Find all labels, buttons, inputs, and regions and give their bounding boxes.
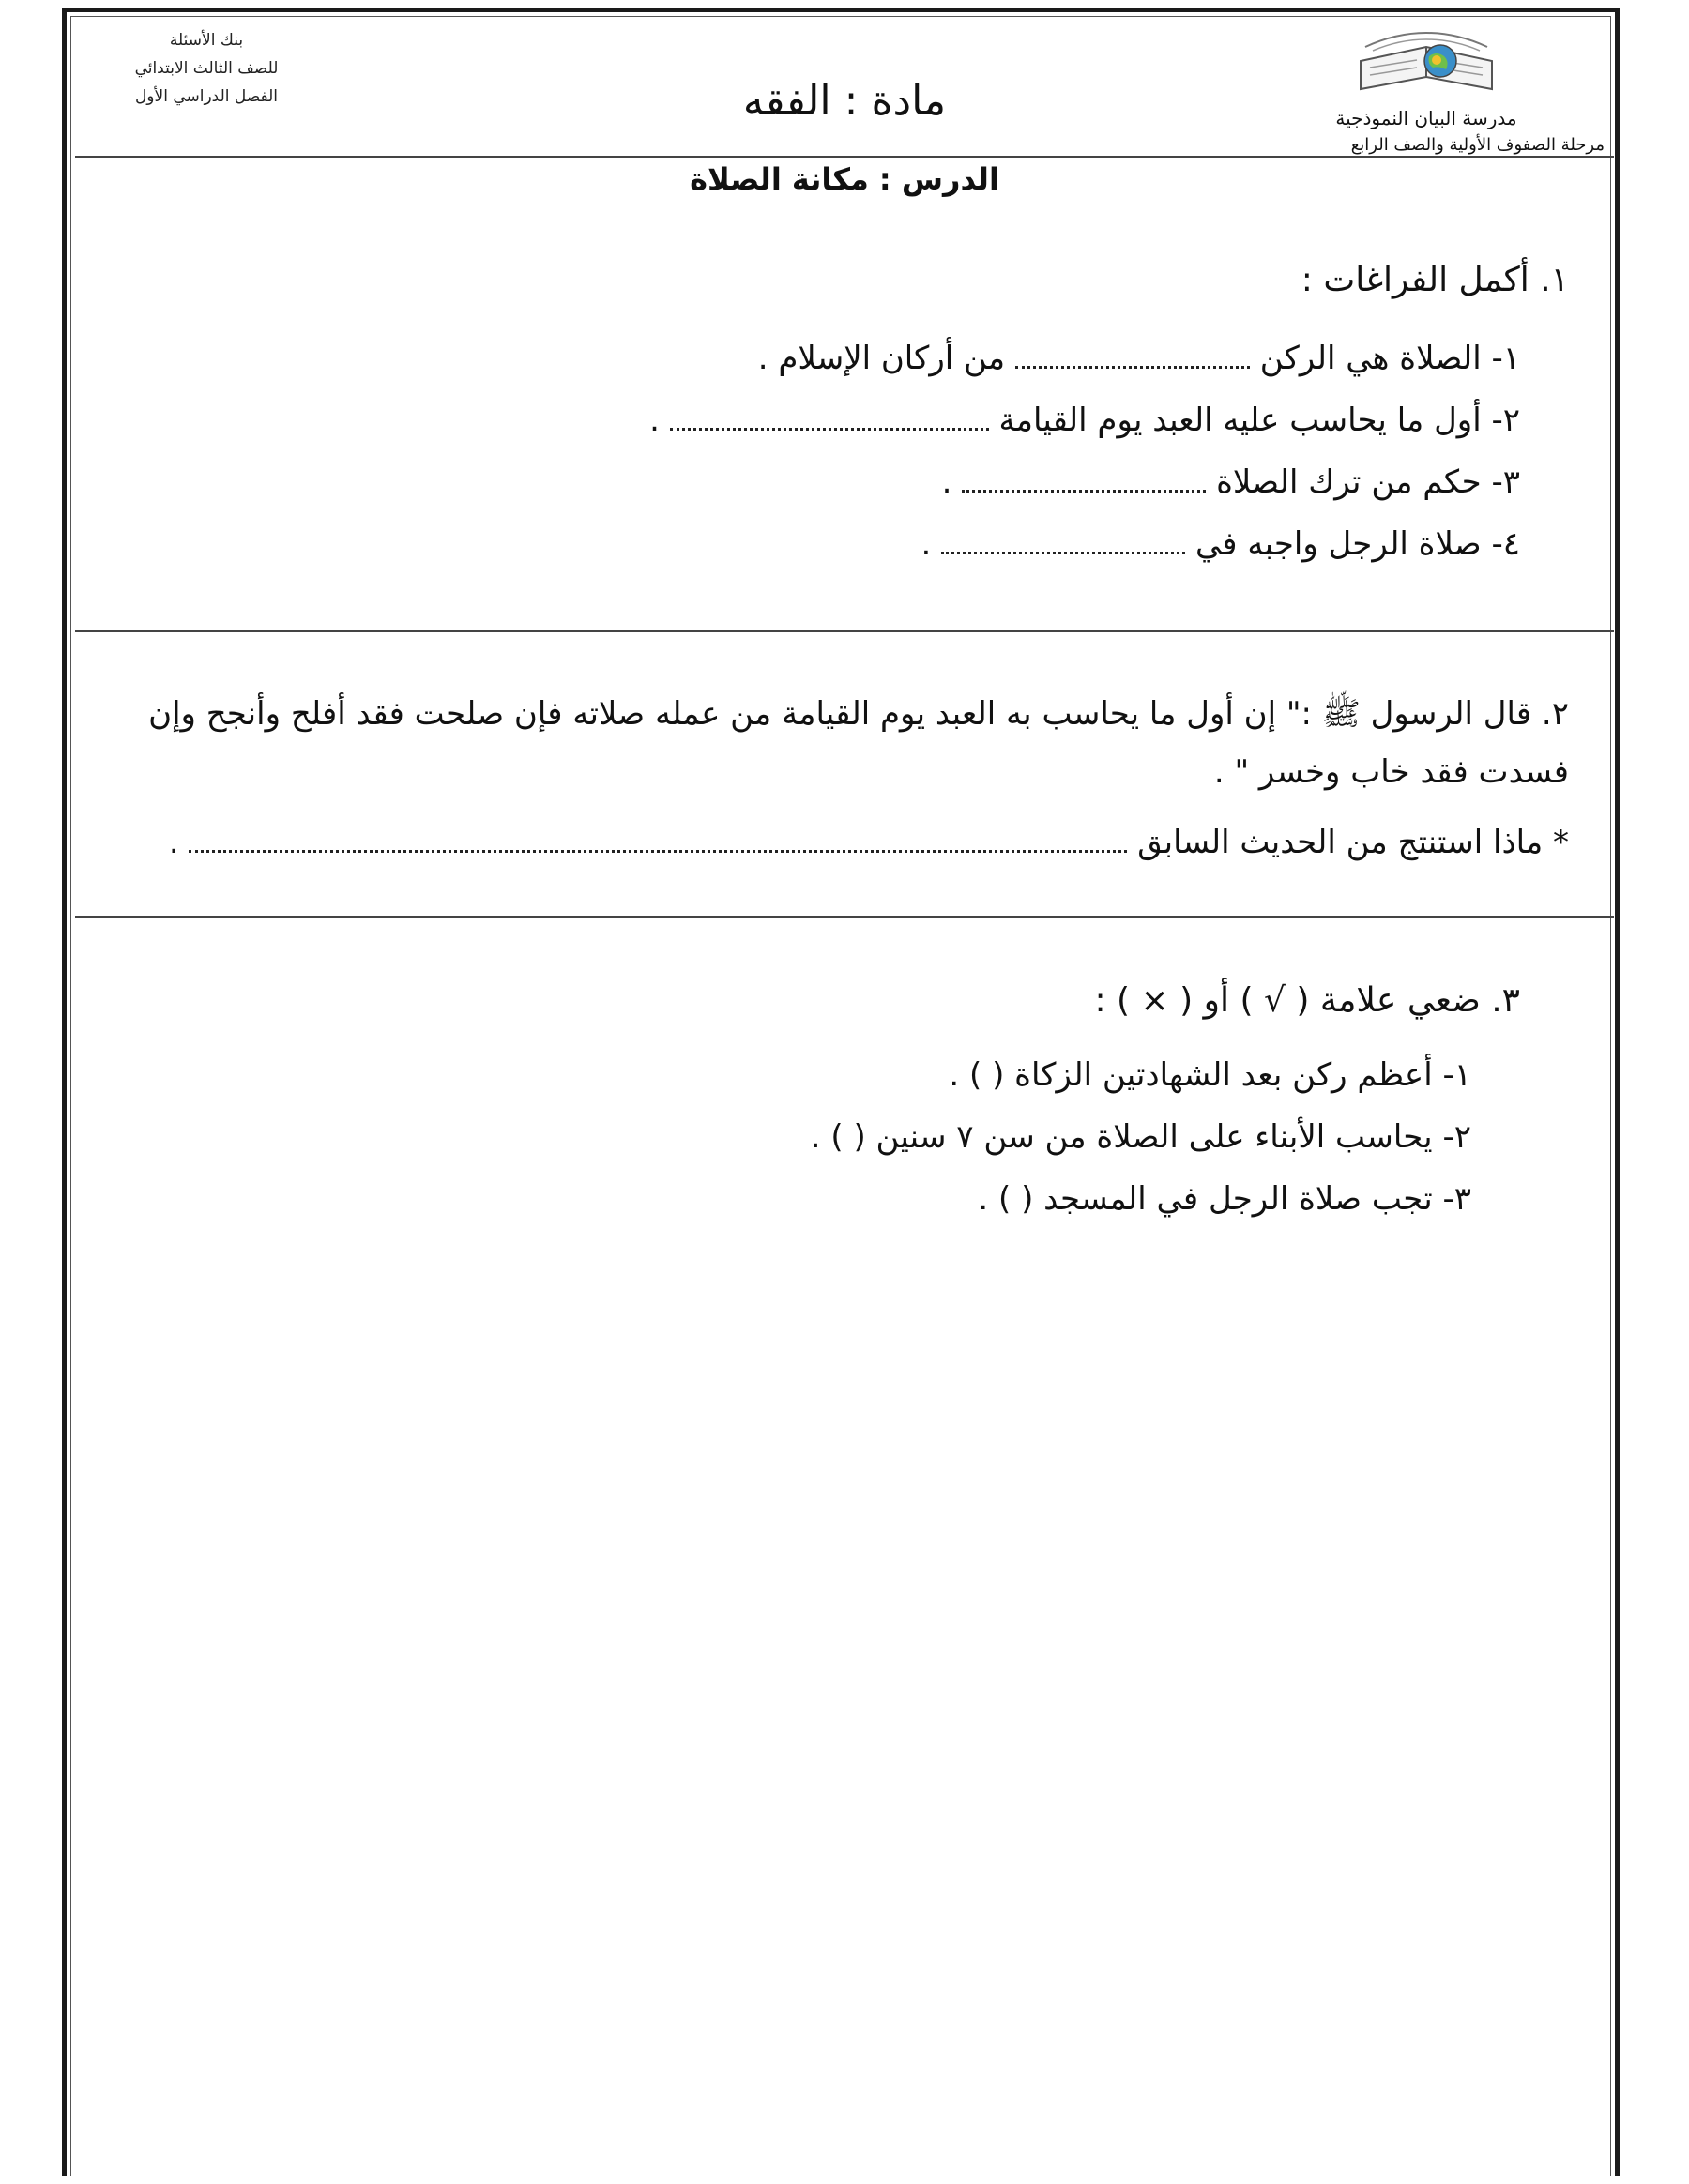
q1-title: ١. أكمل الفراغات : (1301, 261, 1569, 299)
q1-item-2-end: . (649, 402, 660, 439)
q3-item-3: ٣- تجب صلاة الرجل في المسجد ( ) . (978, 1180, 1471, 1218)
bank-line-2: للصف الثالث الابتدائي (134, 59, 279, 78)
answer-blank[interactable] (1015, 360, 1250, 369)
answer-blank[interactable] (670, 422, 989, 431)
q1-item-4 (921, 525, 1520, 563)
answer-blank[interactable] (962, 484, 1206, 493)
section-divider-2 (75, 916, 1614, 918)
section-divider-1 (75, 630, 1614, 632)
subject-title: مادة : الفقه (742, 77, 947, 125)
q1-item-1-end: من أركان الإسلام . (757, 340, 1006, 377)
q2-question-text: * ماذا استنتج من الحديث السابق (1137, 824, 1569, 861)
q1-item-3-end: . (941, 463, 952, 501)
answer-blank[interactable] (189, 844, 1127, 853)
header-divider (75, 156, 1614, 158)
q3-item-1: ١- أعظم ركن بعد الشهادتين الزكاة ( ) . (949, 1056, 1471, 1094)
q2-question-end: . (168, 824, 179, 861)
q1-item-4-text: ٤- صلاة الرجل واجبه في (1194, 525, 1520, 563)
q1-item-3 (942, 463, 1520, 501)
lesson-title: الدرس : مكانة الصلاة (690, 161, 999, 197)
school-name: مدرسة البيان النموذجية (1335, 107, 1517, 129)
q1-item-1-text: ١- الصلاة هي الركن (1259, 340, 1520, 377)
q1-item-1 (758, 340, 1520, 377)
q3-title: ٣. ضعي علامة ( √ ) أو ( × ) : (1094, 981, 1520, 1020)
bank-line-1: بنك الأسئلة (169, 31, 244, 50)
q1-item-2 (649, 402, 1520, 439)
q1-item-4-end: . (921, 525, 932, 563)
q2-hadith: ٢. قال الرسول ﷺ :" إن أول ما يحاسب به العبد يوم القيامة من عمله صلاته فإن صلحت فقد أفلح وأنجح وإن فسدت فقد خاب وخسر " . (148, 695, 1569, 791)
bank-line-3: الفصل الدراسي الأول (134, 87, 279, 106)
school-stage: مرحلة الصفوف الأولية والصف الرابع (1350, 135, 1605, 155)
q1-item-2-text: ٢- أول ما يحاسب عليه العبد يوم القيامة (998, 402, 1520, 439)
q2-question (169, 824, 1569, 861)
answer-blank[interactable] (941, 546, 1185, 554)
q1-item-3-text: ٣- حكم من ترك الصلاة (1216, 463, 1520, 501)
q3-item-2: ٢- يحاسب الأبناء على الصلاة من سن ٧ سنين ( ) . (810, 1118, 1471, 1156)
